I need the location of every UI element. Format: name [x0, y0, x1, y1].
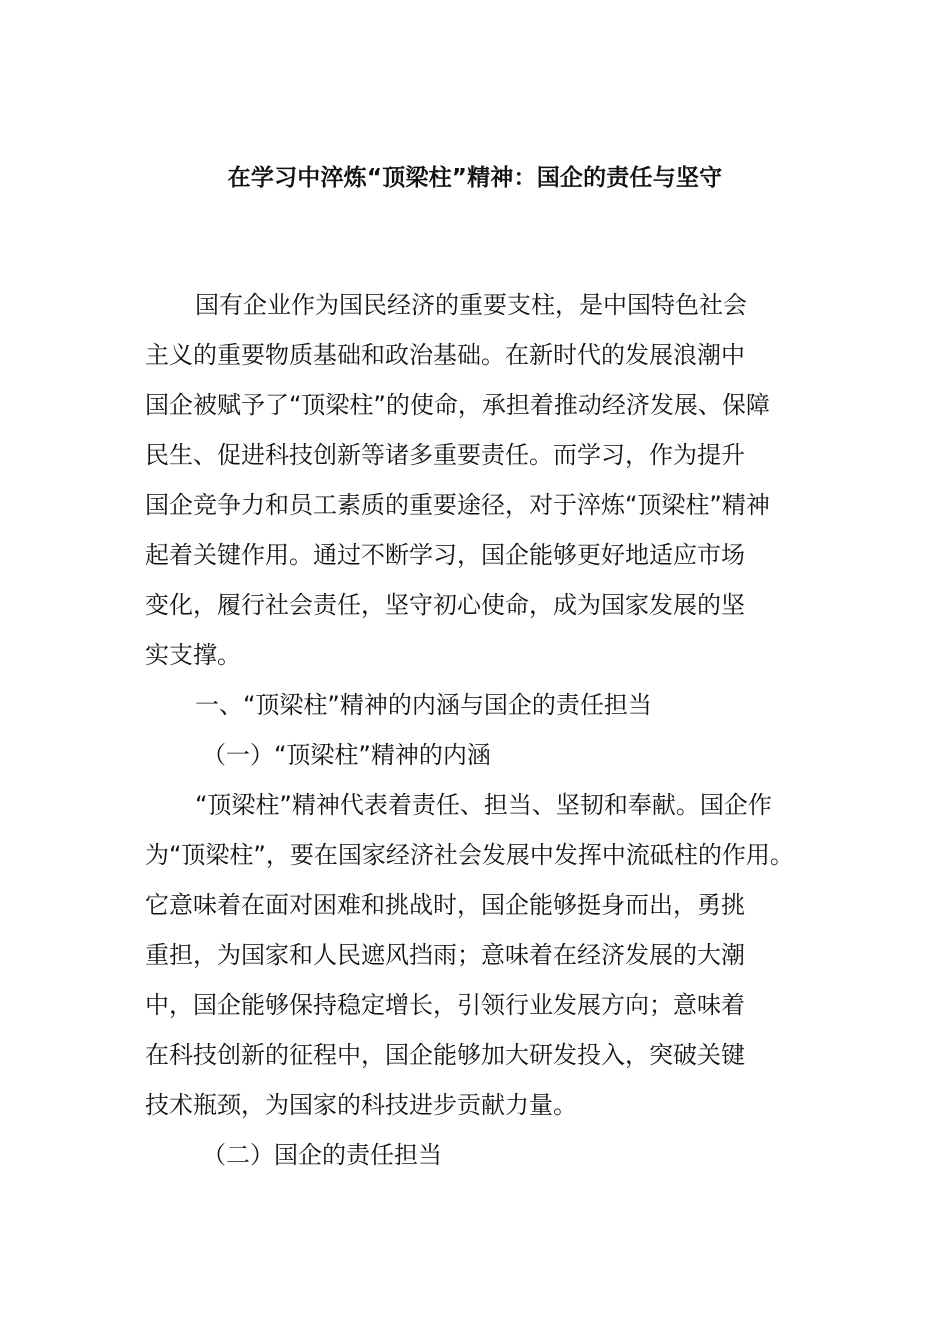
paragraph-line: 变化，履行社会责任，坚守初心使命，成为国家发展的坚 [145, 591, 745, 619]
paragraph-line: 民生、促进科技创新等诸多重要责任。而学习，作为提升 [145, 441, 745, 469]
paragraph-line: 它意味着在面对困难和挑战时，国企能够挺身而出，勇挑 [145, 891, 745, 919]
section-heading: 一、“顶梁柱”精神的内涵与国企的责任担当 [195, 691, 652, 719]
paragraph-line: 技术瓶颈，为国家的科技进步贡献力量。 [145, 1091, 577, 1119]
paragraph-line: 国企被赋予了“顶梁柱”的使命，承担着推动经济发展、保障 [145, 391, 770, 419]
paragraph-line: 起着关键作用。通过不断学习，国企能够更好地适应市场 [145, 541, 745, 569]
subsection-heading: （二）国企的责任担当 [202, 1141, 442, 1169]
subsection-heading: （一）“顶梁柱”精神的内涵 [202, 741, 491, 769]
paragraph-line: 主义的重要物质基础和政治基础。在新时代的发展浪潮中 [145, 341, 745, 369]
paragraph-line: 实支撑。 [145, 641, 241, 669]
document-title: 在学习中淬炼“顶梁柱”精神：国企的责任与坚守 [227, 165, 723, 191]
paragraph-line: 重担，为国家和人民遮风挡雨；意味着在经济发展的大潮 [145, 941, 745, 969]
paragraph-line: “顶梁柱”精神代表着责任、担当、坚韧和奉献。国企作 [195, 791, 772, 819]
paragraph-line: 为“顶梁柱”，要在国家经济社会发展中发挥中流砥柱的作用。 [145, 841, 794, 869]
paragraph-line: 在科技创新的征程中，国企能够加大研发投入，突破关键 [145, 1041, 745, 1069]
paragraph-line: 国企竞争力和员工素质的重要途径，对于淬炼“顶梁柱”精神 [145, 491, 770, 519]
document-body [145, 280, 825, 1180]
paragraph-line: 国有企业作为国民经济的重要支柱，是中国特色社会 [195, 291, 747, 319]
paragraph-line: 中，国企能够保持稳定增长，引领行业发展方向；意味着 [145, 991, 745, 1019]
